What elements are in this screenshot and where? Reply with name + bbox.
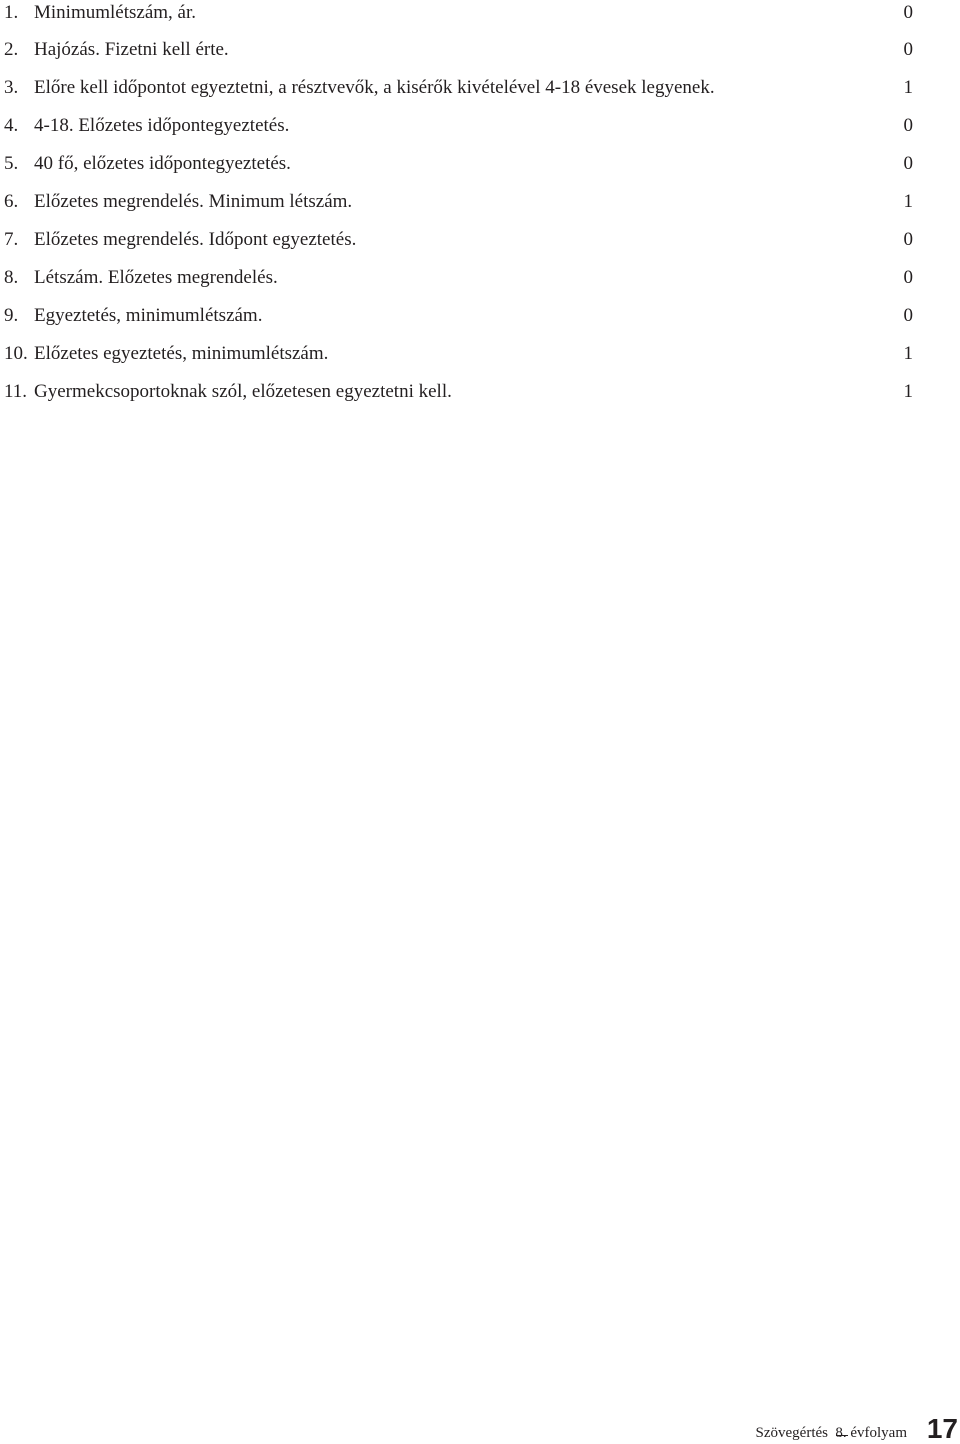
answer-row-2 bbox=[0, 37, 960, 75]
answer-text: Előzetes egyeztetés, minimumlétszám. bbox=[34, 343, 329, 364]
answer-number: 10. bbox=[4, 343, 28, 364]
answer-number: 5. bbox=[4, 153, 19, 174]
answer-score: 1 bbox=[903, 191, 913, 212]
answer-text: Előre kell időpontot egyeztetni, a résztvevők, a kisérők kivételével 4-18 évesek legyenek. bbox=[34, 77, 715, 98]
footer-subject: Szövegértés bbox=[755, 1425, 828, 1441]
answer-number: 2. bbox=[4, 39, 19, 60]
answer-text: Előzetes megrendelés. Időpont egyeztetés. bbox=[34, 229, 357, 250]
answer-number: 3. bbox=[4, 77, 19, 98]
answer-score: 0 bbox=[903, 115, 913, 136]
answer-text: Minimumlétszám, ár. bbox=[34, 2, 197, 23]
answer-number: 9. bbox=[4, 305, 19, 326]
answer-number: 1. bbox=[4, 2, 19, 23]
answer-row-5 bbox=[0, 151, 960, 189]
answer-row-10 bbox=[0, 341, 960, 379]
answer-score: 0 bbox=[903, 2, 913, 23]
answer-row-6 bbox=[0, 189, 960, 227]
answer-row-4 bbox=[0, 113, 960, 151]
answer-text: Előzetes megrendelés. Minimum létszám. bbox=[34, 191, 353, 212]
answer-row-11 bbox=[0, 379, 960, 417]
answer-score: 0 bbox=[903, 39, 913, 60]
answer-row-1 bbox=[0, 0, 960, 38]
answer-number: 8. bbox=[4, 267, 19, 288]
page-footer bbox=[0, 1412, 960, 1444]
answer-number: 6. bbox=[4, 191, 19, 212]
footer-grade: 8. évfolyam bbox=[835, 1425, 907, 1441]
answer-score: 0 bbox=[903, 267, 913, 288]
answer-text: Hajózás. Fizetni kell érte. bbox=[34, 39, 229, 60]
answer-score: 0 bbox=[903, 305, 913, 326]
page-number: 17 bbox=[926, 1413, 958, 1444]
answer-number: 4. bbox=[4, 115, 19, 136]
answer-score: 1 bbox=[903, 77, 913, 98]
answer-row-8 bbox=[0, 265, 960, 303]
answer-row-3 bbox=[0, 75, 960, 113]
answer-text: 4-18. Előzetes időpontegyeztetés. bbox=[34, 115, 290, 136]
answer-number: 11. bbox=[4, 381, 28, 402]
answer-text: Gyermekcsoportoknak szól, előzetesen egyeztetni kell. bbox=[34, 381, 452, 402]
answer-number: 7. bbox=[4, 229, 19, 250]
answer-text: Létszám. Előzetes megrendelés. bbox=[34, 267, 278, 288]
answer-score: 0 bbox=[903, 229, 913, 250]
answer-row-7 bbox=[0, 227, 960, 265]
answer-score: 1 bbox=[903, 381, 913, 402]
answer-score: 1 bbox=[903, 343, 913, 364]
answer-row-9 bbox=[0, 303, 960, 341]
answer-score: 0 bbox=[903, 153, 913, 174]
answer-text: 40 fő, előzetes időpontegyeztetés. bbox=[34, 153, 291, 174]
answer-text: Egyeztetés, minimumlétszám. bbox=[34, 305, 263, 326]
